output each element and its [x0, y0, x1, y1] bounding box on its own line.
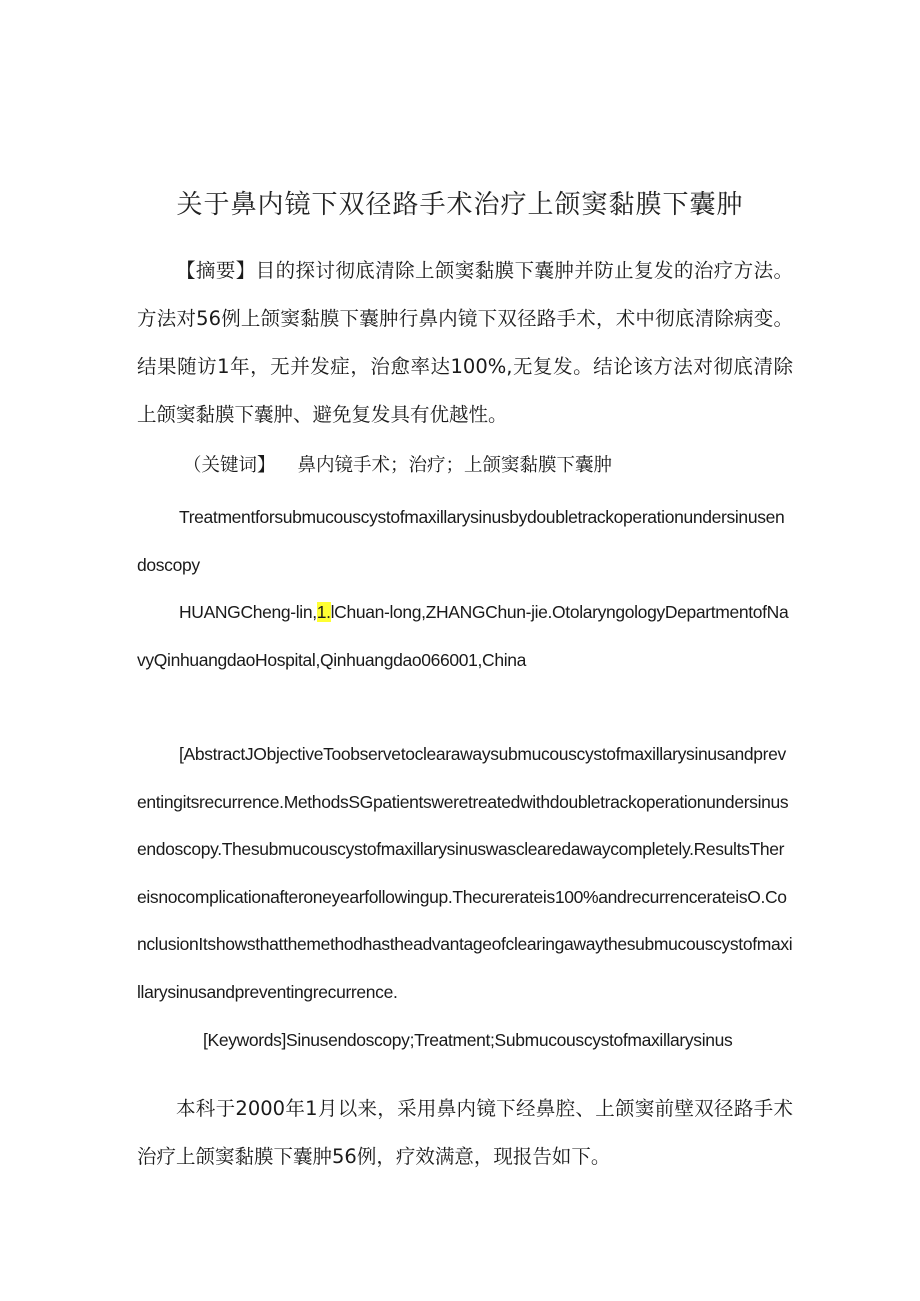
authors-affiliation [137, 589, 793, 684]
document-title: 关于鼻内镜下双径路手术治疗上颌窦黏膜下囊肿 [176, 190, 744, 220]
chinese-keywords-label: （关键词】 [183, 455, 276, 476]
english-title: Treatmentforsubmucouscystofmaxillarysinusbydoubletrackoperationundersinusendoscopy [137, 507, 785, 575]
chinese-keywords [183, 448, 612, 484]
chinese-keywords-text: 鼻内镜手术；治疗；上颌窦黏膜下囊肿 [297, 455, 613, 476]
authors-block [137, 589, 793, 684]
english-title-block [137, 494, 793, 589]
introduction-block [137, 1085, 793, 1181]
chinese-abstract-block [137, 247, 793, 439]
authors-part-1: HUANGCheng-lin, [179, 602, 317, 622]
chinese-abstract: 【摘要】目的探讨彻底清除上颌窦黏膜下囊肿并防止复发的治疗方法。方法对56例上颌窦黏膜下囊肿行鼻内镜下双径路手术，术中彻底清除病变。结果随访1年，无并发症，治愈率达100%,无复发。结论该方法对彻底清除上颌窦黏膜下囊肿、避免复发具有优越性。 [137, 259, 793, 426]
introduction-paragraph: 本科于2000年1月以来，采用鼻内镜下经鼻腔、上颌窦前壁双径路手术治疗上颌窦黏膜下囊肿56例，疗效满意，现报告如下。 [137, 1097, 793, 1168]
english-abstract-block [137, 731, 793, 1016]
authors-part-2: lChuan-long,ZHANGChun-jie.OtolaryngologyDepartmentofNavyQinhuangdaoHospital,Qinhuangdao066001,China [137, 602, 789, 670]
highlighted-author-number: 1. [316, 602, 331, 622]
english-keywords: [Keywords]Sinusendoscopy;Treatment;Submucouscystofmaxillarysinus [203, 1030, 733, 1050]
english-abstract: [AbstractJObjectiveToobservetoclearawaysubmucouscystofmaxillarysinusandpreventingitsrecurrence.MethodsSGpatientsweretreatedwithdoubletrackoperationundersinusendoscopy.Thesubmucouscystofmaxillarysinuswasclearedawaycompletely.ResultsThereisnocomplicationafteroneyearfollowingup.Thecurerateis100%andrecurrencerateisO.ConclusionItshowsthatthemethodhastheadvantageofclearingawaythesubmucouscystofmaxillarysinusandpreventingrecurrence. [137, 744, 793, 1002]
